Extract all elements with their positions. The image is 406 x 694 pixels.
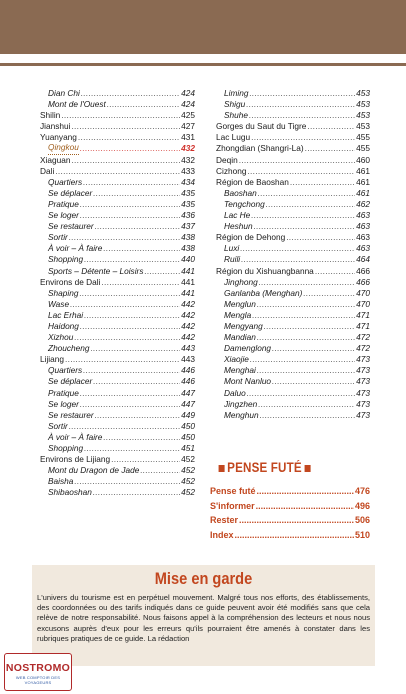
index-column-right bbox=[216, 88, 370, 421]
dot-leader bbox=[240, 243, 355, 254]
entry-page: 437 bbox=[181, 221, 195, 232]
dot-leader bbox=[266, 199, 355, 210]
index-entry bbox=[40, 299, 195, 310]
entry-name: Mandian bbox=[224, 332, 256, 343]
index-entry bbox=[216, 288, 370, 299]
entry-name: Jianshui bbox=[40, 121, 71, 132]
entry-page: 464 bbox=[356, 254, 370, 265]
entry-name: Sports – Détente – Loisirs bbox=[48, 265, 144, 276]
dot-leader bbox=[251, 210, 355, 221]
dot-leader bbox=[103, 432, 180, 443]
entry-page: 431 bbox=[181, 132, 195, 143]
entry-page: 471 bbox=[356, 320, 370, 331]
nostromo-logo bbox=[4, 653, 72, 691]
index-entry bbox=[216, 332, 370, 343]
entry-page: 441 bbox=[181, 287, 195, 298]
entry-page: 424 bbox=[181, 88, 195, 98]
dot-leader bbox=[81, 88, 180, 99]
pense-fute-list bbox=[210, 484, 370, 542]
entry-name: Environs de Lijiang bbox=[40, 454, 111, 465]
index-entry bbox=[216, 365, 370, 376]
entry-page: 446 bbox=[181, 376, 195, 387]
entry-page: 463 bbox=[356, 221, 370, 232]
entry-name: Région du Xishuangbanna bbox=[216, 265, 314, 276]
entry-page: 424 bbox=[181, 99, 195, 110]
entry-page: 435 bbox=[181, 187, 195, 198]
entry-name: Mengyang bbox=[224, 320, 263, 331]
warning-title: Mise en garde bbox=[154, 569, 253, 588]
entry-page: 466 bbox=[356, 265, 370, 276]
index-entry bbox=[216, 321, 370, 332]
entry-name: Shilin bbox=[40, 110, 61, 121]
entry-page: 442 bbox=[181, 320, 195, 331]
entry-page: 425 bbox=[181, 110, 195, 121]
dot-leader bbox=[257, 332, 355, 343]
dot-leader bbox=[84, 443, 180, 454]
entry-page: 471 bbox=[356, 309, 370, 320]
index-entry bbox=[40, 155, 195, 166]
entry-name: Jingzhen bbox=[224, 398, 258, 409]
entry-page: 432 bbox=[181, 143, 195, 154]
entry-page: 455 bbox=[356, 143, 370, 154]
entry-name: Mengla bbox=[224, 309, 252, 320]
dot-leader bbox=[55, 166, 180, 177]
entry-name: Pense futé bbox=[210, 486, 256, 496]
dot-leader bbox=[247, 388, 355, 399]
index-entry bbox=[40, 399, 195, 410]
dot-leader bbox=[93, 188, 180, 199]
entry-name: Menghun bbox=[224, 409, 259, 420]
index-entry bbox=[40, 99, 195, 110]
entry-page: 438 bbox=[181, 232, 195, 243]
entry-page: 473 bbox=[356, 387, 370, 398]
entry-name: Se déplacer bbox=[48, 376, 93, 387]
square-bullet-icon bbox=[219, 465, 225, 472]
dot-leader bbox=[290, 177, 355, 188]
entry-name: Baoshan bbox=[224, 187, 257, 198]
dot-leader bbox=[84, 310, 180, 321]
index-entry bbox=[40, 199, 195, 210]
index-entry bbox=[216, 99, 370, 110]
entry-name: Wase bbox=[48, 298, 70, 309]
entry-name: Se restaurer bbox=[48, 409, 94, 420]
entry-name: Pratique bbox=[48, 387, 79, 398]
entry-name: Rester bbox=[210, 515, 239, 526]
entry-page: 463 bbox=[356, 232, 370, 243]
dot-leader bbox=[91, 343, 181, 354]
entry-name: Mont Nanluo bbox=[224, 376, 272, 387]
index-entry bbox=[40, 254, 195, 265]
entry-page: 453 bbox=[356, 99, 370, 110]
entry-page: 473 bbox=[356, 398, 370, 409]
entry-name: Liming bbox=[224, 88, 249, 98]
index-entry bbox=[216, 221, 370, 232]
entry-page: 510 bbox=[354, 529, 370, 540]
index-entry bbox=[216, 88, 370, 99]
dot-leader bbox=[103, 243, 180, 254]
dot-leader bbox=[80, 143, 180, 154]
dot-leader bbox=[251, 132, 355, 143]
index-entry bbox=[40, 232, 195, 243]
entry-name: Shopping bbox=[48, 254, 84, 265]
index-entry bbox=[216, 143, 370, 154]
entry-name: Zhoucheng bbox=[48, 343, 90, 354]
index-entry bbox=[216, 166, 370, 177]
dot-leader bbox=[303, 288, 355, 299]
entry-page: 442 bbox=[181, 309, 195, 320]
entry-page: 452 bbox=[181, 487, 195, 498]
entry-name: Cizhong bbox=[216, 165, 247, 176]
entry-name: Shaping bbox=[48, 287, 79, 298]
index-entry bbox=[40, 365, 195, 376]
dot-leader bbox=[257, 484, 354, 499]
dot-leader bbox=[260, 410, 356, 421]
entry-page: 470 bbox=[356, 287, 370, 298]
entry-name: S'informer bbox=[210, 500, 255, 511]
entry-name: Dian Chi bbox=[48, 88, 80, 98]
dot-leader bbox=[69, 421, 180, 432]
entry-page: 455 bbox=[356, 132, 370, 143]
index-entry bbox=[216, 310, 370, 321]
dot-leader bbox=[247, 166, 355, 177]
dot-leader bbox=[78, 132, 180, 143]
index-entry bbox=[216, 388, 370, 399]
index-entry bbox=[40, 421, 195, 432]
index-entry bbox=[216, 343, 370, 354]
dot-leader bbox=[249, 110, 355, 121]
entry-name: Ganlanba (Menghan) bbox=[224, 287, 303, 298]
entry-page: 438 bbox=[181, 243, 195, 254]
index-entry bbox=[40, 376, 195, 387]
index-entry bbox=[40, 354, 195, 365]
dot-leader bbox=[83, 365, 180, 376]
entry-name: Xiaguan bbox=[40, 154, 71, 165]
dot-leader bbox=[241, 254, 355, 265]
index-entry bbox=[40, 487, 195, 498]
dot-leader bbox=[95, 410, 181, 421]
index-entry bbox=[216, 299, 370, 310]
dot-leader bbox=[71, 155, 180, 166]
index-entry bbox=[40, 288, 195, 299]
dot-leader bbox=[71, 121, 180, 132]
index-entry bbox=[216, 210, 370, 221]
logo-tagline: WEB COMPTOIR DES VOYAGEURS bbox=[15, 675, 61, 685]
entry-name: Mont du Dragon de Jade bbox=[48, 465, 140, 476]
entry-name: Zhongdian (Shangri-La) bbox=[216, 143, 304, 154]
entry-name: Lijiang bbox=[40, 354, 64, 365]
index-entry bbox=[216, 177, 370, 188]
pense-fute-entry bbox=[210, 528, 370, 543]
warning-box bbox=[32, 565, 375, 666]
index-entry bbox=[40, 88, 195, 99]
dot-leader bbox=[65, 354, 180, 365]
entry-name: Damenglong bbox=[224, 343, 272, 354]
entry-page: 447 bbox=[181, 398, 195, 409]
dot-leader bbox=[144, 266, 180, 277]
entry-page: 446 bbox=[181, 365, 195, 376]
entry-page: 435 bbox=[181, 198, 195, 209]
dot-leader bbox=[257, 299, 355, 310]
index-entry bbox=[216, 399, 370, 410]
entry-name: Lac He bbox=[224, 210, 251, 221]
entry-name: Sortir bbox=[48, 420, 68, 431]
dot-leader bbox=[235, 528, 354, 543]
entry-page: 451 bbox=[181, 443, 195, 453]
entry-page: 506 bbox=[354, 515, 370, 526]
entry-page: 447 bbox=[181, 387, 195, 398]
entry-name: Se restaurer bbox=[48, 221, 94, 232]
dot-leader bbox=[315, 266, 355, 277]
dot-leader bbox=[80, 210, 180, 221]
entry-name: Baisha bbox=[48, 476, 74, 487]
dot-leader bbox=[74, 476, 180, 487]
entry-page: 449 bbox=[181, 409, 195, 420]
entry-name: Haidong bbox=[48, 320, 79, 331]
dot-leader bbox=[239, 513, 354, 528]
index-entry bbox=[40, 332, 195, 343]
index-entry bbox=[40, 266, 195, 277]
dot-leader bbox=[101, 277, 180, 288]
entry-page: 496 bbox=[354, 500, 370, 511]
dot-leader bbox=[258, 399, 355, 410]
entry-name: Deqin bbox=[216, 154, 238, 165]
dot-leader bbox=[80, 321, 180, 332]
entry-page: 473 bbox=[356, 409, 370, 420]
warning-text: L'univers du tourisme est en perpétuel mouvement. Malgré tous nos efforts, des établissements, des coordonnées ou des tarifs indiqués dans ce guide peuvent avoir été modifiés sans que cela relève de notre responsabilité. Nous faisons appel à la compréhension des lecteurs et nous nous excusons auprès d'eux pour les erreurs qu'ils pourraient être amenés à constater dans les rubriques pratiques de ce guide. La rédaction bbox=[37, 593, 370, 643]
entry-name: Index bbox=[210, 529, 234, 540]
entry-page: 433 bbox=[181, 165, 195, 176]
entry-page: 443 bbox=[181, 343, 195, 354]
pense-fute-heading: PENSE FUTÉ bbox=[216, 460, 313, 475]
entry-name: Qingkou bbox=[48, 142, 79, 154]
entry-name: Shibaoshan bbox=[48, 487, 92, 498]
index-entry bbox=[40, 432, 195, 443]
entry-name: À voir – À faire bbox=[48, 243, 103, 254]
index-entry bbox=[40, 210, 195, 221]
index-entry bbox=[40, 454, 195, 465]
index-entry bbox=[40, 321, 195, 332]
dot-leader bbox=[286, 232, 355, 243]
entry-page: 473 bbox=[356, 354, 370, 365]
index-entry bbox=[40, 443, 195, 454]
dot-leader bbox=[107, 99, 180, 110]
entry-name: Quartiers bbox=[48, 176, 83, 187]
index-entry bbox=[40, 388, 195, 399]
index-entry bbox=[216, 277, 370, 288]
entry-name: Lac Erhai bbox=[48, 309, 84, 320]
index-entry bbox=[216, 155, 370, 166]
index-entry bbox=[216, 376, 370, 387]
dot-leader bbox=[307, 121, 355, 132]
entry-page: 476 bbox=[354, 486, 370, 496]
header-band bbox=[0, 0, 406, 54]
entry-page: 450 bbox=[181, 420, 195, 431]
dot-leader bbox=[257, 365, 355, 376]
index-entry bbox=[40, 177, 195, 188]
dot-leader bbox=[83, 177, 180, 188]
dot-leader bbox=[84, 254, 180, 265]
entry-page: 466 bbox=[356, 276, 370, 287]
pense-fute-entry bbox=[210, 484, 370, 499]
entry-name: Se déplacer bbox=[48, 187, 93, 198]
square-bullet-icon bbox=[304, 465, 310, 472]
dot-leader bbox=[272, 343, 355, 354]
index-entry bbox=[216, 410, 370, 421]
entry-name: Quartiers bbox=[48, 365, 83, 376]
logo-name: NOSTROMO bbox=[5, 662, 71, 674]
index-entry bbox=[40, 410, 195, 421]
entry-page: 460 bbox=[356, 154, 370, 165]
entry-name: Tengchong bbox=[224, 198, 265, 209]
entry-page: 452 bbox=[181, 465, 195, 476]
entry-name: Pratique bbox=[48, 198, 79, 209]
dot-leader bbox=[239, 155, 355, 166]
entry-name: Daluo bbox=[224, 387, 246, 398]
entry-page: 432 bbox=[181, 154, 195, 165]
entry-page: 427 bbox=[181, 121, 195, 132]
dot-leader bbox=[74, 332, 180, 343]
dot-leader bbox=[111, 454, 180, 465]
entry-name: Lac Lugu bbox=[216, 132, 251, 143]
entry-name: Menglun bbox=[224, 298, 256, 309]
index-entry bbox=[40, 243, 195, 254]
entry-page: 463 bbox=[356, 210, 370, 221]
dot-leader bbox=[252, 310, 355, 321]
entry-page: 440 bbox=[181, 254, 195, 265]
index-entry bbox=[216, 243, 370, 254]
dot-leader bbox=[249, 88, 355, 99]
entry-page: 461 bbox=[356, 165, 370, 176]
entry-page: 473 bbox=[356, 376, 370, 387]
index-entry bbox=[216, 199, 370, 210]
dot-leader bbox=[264, 321, 355, 332]
entry-page: 450 bbox=[181, 431, 195, 442]
dot-leader bbox=[95, 221, 181, 232]
entry-name: Ruili bbox=[224, 254, 241, 265]
index-entry bbox=[40, 465, 195, 476]
entry-page: 453 bbox=[356, 110, 370, 121]
index-entry bbox=[40, 188, 195, 199]
index-entry bbox=[216, 132, 370, 143]
entry-page: 441 bbox=[181, 276, 195, 287]
entry-name: Xiaojie bbox=[224, 354, 249, 365]
entry-page: 441 bbox=[181, 265, 195, 276]
dot-leader bbox=[79, 288, 180, 299]
index-entry bbox=[40, 310, 195, 321]
entry-page: 461 bbox=[356, 187, 370, 198]
dot-leader bbox=[93, 487, 180, 498]
entry-page: 442 bbox=[181, 332, 195, 343]
dot-leader bbox=[69, 232, 180, 243]
dot-leader bbox=[246, 99, 355, 110]
entry-page: 453 bbox=[356, 121, 370, 132]
index-entry bbox=[40, 277, 195, 288]
entry-page: 452 bbox=[181, 454, 195, 465]
entry-page: 463 bbox=[356, 243, 370, 254]
header-rule bbox=[0, 63, 406, 66]
entry-page: 473 bbox=[356, 365, 370, 376]
dot-leader bbox=[80, 199, 180, 210]
entry-name: Se loger bbox=[48, 398, 79, 409]
entry-name: Jinghong bbox=[224, 276, 258, 287]
entry-name: Dali bbox=[40, 165, 55, 176]
entry-name: Gorges du Saut du Tigre bbox=[216, 121, 307, 132]
entry-name: Région de Dehong bbox=[216, 232, 286, 243]
index-entry bbox=[216, 254, 370, 265]
dot-leader bbox=[258, 188, 355, 199]
index-entry bbox=[40, 343, 195, 354]
entry-page: 462 bbox=[356, 198, 370, 209]
entry-name: Se loger bbox=[48, 210, 79, 221]
dot-leader bbox=[256, 499, 354, 514]
dot-leader bbox=[93, 376, 180, 387]
entry-name: Shuhe bbox=[224, 110, 248, 121]
entry-name: À voir – À faire bbox=[48, 431, 103, 442]
entry-name: Environs de Dali bbox=[40, 276, 101, 287]
entry-name: Shigu bbox=[224, 99, 246, 110]
entry-name: Mont de l'Ouest bbox=[48, 99, 106, 110]
entry-page: 472 bbox=[356, 343, 370, 354]
entry-name: Menghai bbox=[224, 365, 256, 376]
pense-fute-entry bbox=[210, 513, 370, 528]
index-entry bbox=[216, 232, 370, 243]
entry-page: 453 bbox=[356, 88, 370, 98]
dot-leader bbox=[70, 299, 180, 310]
index-entry bbox=[40, 110, 195, 121]
index-entry bbox=[40, 143, 195, 154]
dot-leader bbox=[61, 110, 180, 121]
dot-leader bbox=[80, 388, 180, 399]
index-entry bbox=[216, 266, 370, 277]
entry-page: 472 bbox=[356, 332, 370, 343]
index-entry bbox=[216, 354, 370, 365]
index-entry bbox=[40, 221, 195, 232]
index-entry bbox=[216, 121, 370, 132]
entry-name: Shopping bbox=[48, 443, 84, 453]
entry-name: Xizhou bbox=[48, 332, 74, 343]
index-column-left bbox=[40, 88, 195, 498]
entry-page: 434 bbox=[181, 176, 195, 187]
entry-page: 443 bbox=[181, 354, 195, 365]
entry-page: 461 bbox=[356, 176, 370, 187]
dot-leader bbox=[272, 376, 355, 387]
entry-page: 442 bbox=[181, 298, 195, 309]
index-entry bbox=[40, 166, 195, 177]
index-entry bbox=[216, 110, 370, 121]
entry-name: Yuanyang bbox=[40, 132, 77, 143]
entry-page: 452 bbox=[181, 476, 195, 487]
index-entry bbox=[40, 121, 195, 132]
entry-page: 436 bbox=[181, 210, 195, 221]
index-entry bbox=[216, 188, 370, 199]
entry-name: Luxi bbox=[224, 243, 240, 254]
dot-leader bbox=[305, 143, 356, 154]
pense-fute-entry bbox=[210, 499, 370, 514]
entry-name: Heshun bbox=[224, 221, 253, 232]
entry-name: Région de Baoshan bbox=[216, 176, 289, 187]
dot-leader bbox=[80, 399, 180, 410]
dot-leader bbox=[254, 221, 356, 232]
index-entry bbox=[40, 476, 195, 487]
entry-page: 470 bbox=[356, 298, 370, 309]
dot-leader bbox=[140, 465, 180, 476]
entry-name: Sortir bbox=[48, 232, 68, 243]
dot-leader bbox=[259, 277, 355, 288]
dot-leader bbox=[250, 354, 355, 365]
